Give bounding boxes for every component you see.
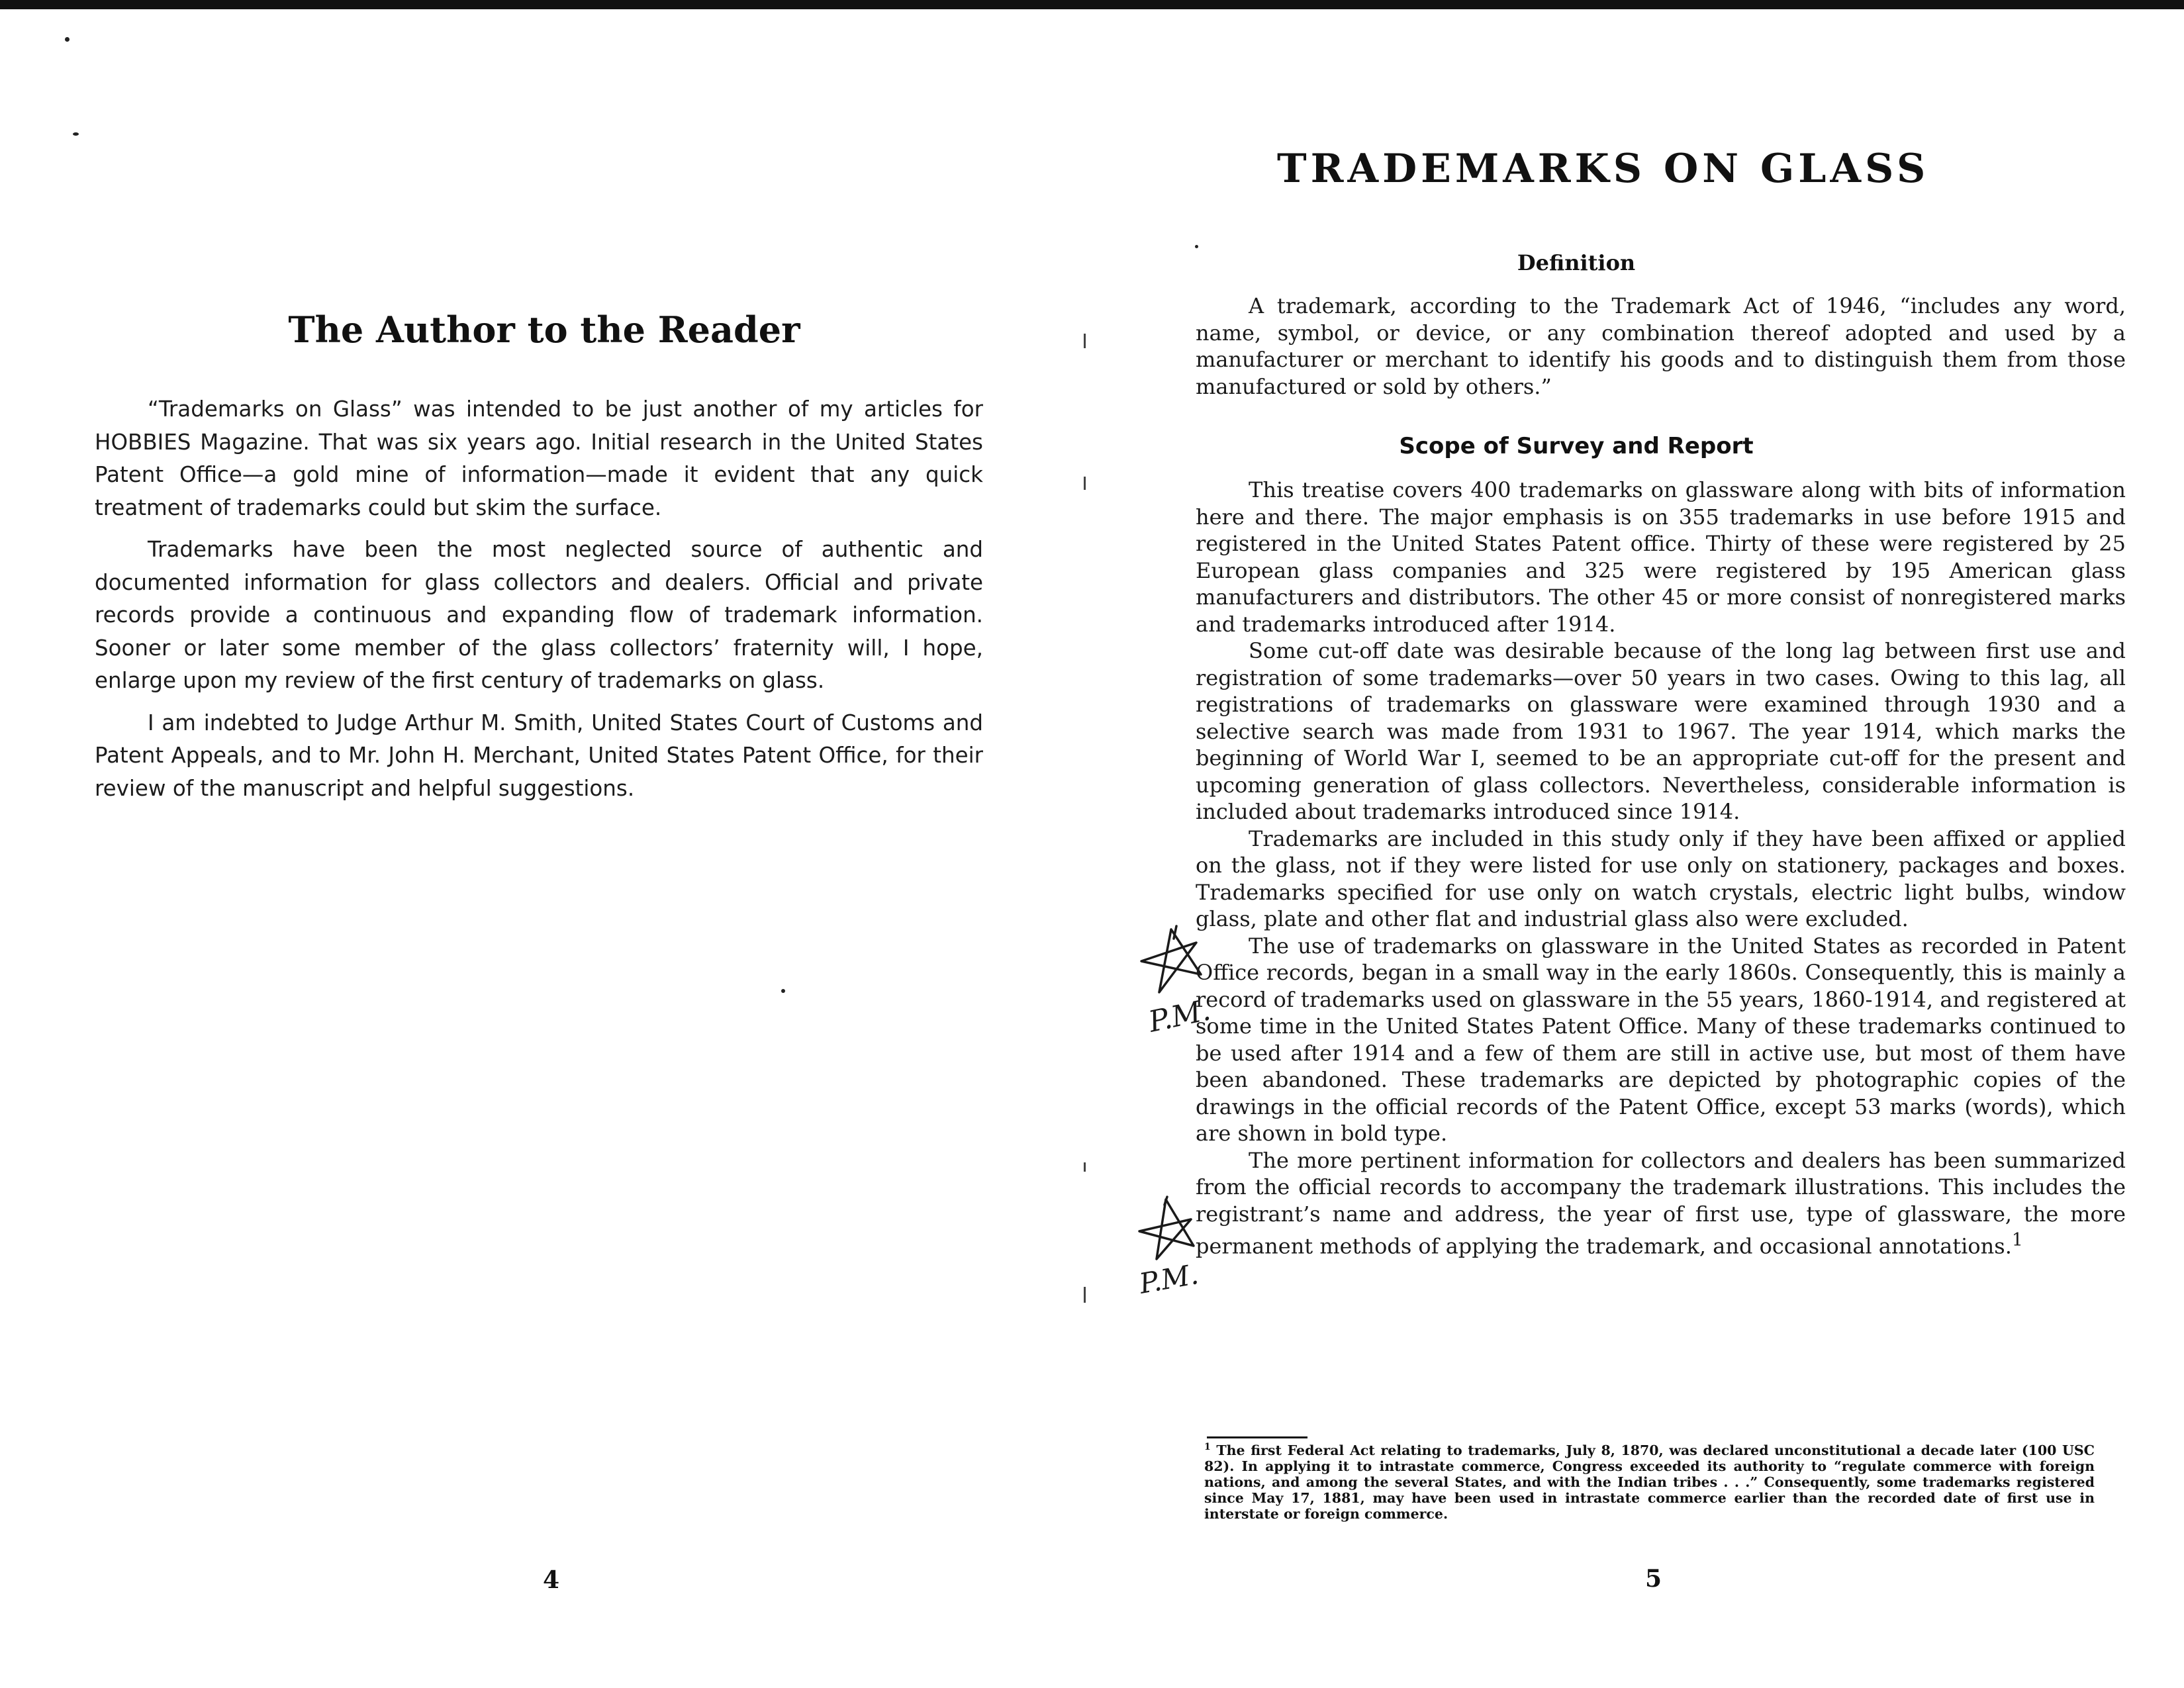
- footnote: [1204, 1439, 2095, 1522]
- scope-paragraph: Trademarks are included in this study only if they have been affixed or applied on the glass, not if they were listed for use only on stationery, packages and boxes. Trademarks specified for use only on watch crystals, electric light bulbs, window glass, plate and other flat and industrial glass also were excluded.: [1196, 825, 2126, 931]
- star-icon: [1139, 1197, 1194, 1259]
- right-page: [1092, 9, 2184, 1688]
- handwritten-initials: P.M.: [1145, 993, 1213, 1039]
- preface-paragraph: I am indebted to Judge Arthur M. Smith, United States Court of Customs and Patent Appeals, and to Mr. John H. Merchant, United States Patent Office, for their review of the manuscript and helpful suggestions.: [95, 710, 983, 801]
- scope-body: [1196, 477, 2126, 1260]
- handwritten-initials: P.M.: [1137, 1258, 1201, 1300]
- gutter-mark: [1084, 1162, 1086, 1172]
- page-number: 5: [1645, 1565, 1662, 1593]
- page-title: The Author to the Reader: [288, 308, 800, 351]
- scan-speck: [781, 989, 785, 993]
- scan-speck: [73, 132, 79, 136]
- star-icon: [1141, 926, 1201, 992]
- scope-paragraph-text: The more pertinent information for collectors and dealers has been summarized from the official records to accompany the trademark illustrations. This includes the registrant’s name and address, the year of first use, type of glassware, the more permanent methods of applying the trademark, and occasional annotations.: [1196, 1147, 2126, 1259]
- footnote-marker: 1: [1204, 1442, 1211, 1452]
- footnote-reference: 1: [2011, 1230, 2023, 1250]
- footnote-text: The first Federal Act relating to trademarks, July 8, 1870, was declared unconstitutional a decade later (100 USC 82). In applying it to intrastate commerce, Congress exceeded its authority to “regulate commerce with foreign nations, and among the several States, and with the Indian tribes . . .” Consequently, some trademarks registered since May 17, 1881, may have been used in intrastate commerce earlier than the recorded date of first use in interstate or foreign commerce.: [1204, 1442, 2095, 1522]
- definition-body: [1196, 293, 2126, 400]
- footnote-rule: [1207, 1436, 1307, 1438]
- gutter-mark: [1084, 1287, 1086, 1303]
- definition-heading: Definition: [1517, 250, 1636, 275]
- chapter-title: TRADEMARKS ON GLASS: [1277, 146, 1930, 192]
- scope-paragraph: [1196, 1147, 2126, 1260]
- scope-paragraph: The use of trademarks on glassware in the United States as recorded in Patent Office records, began in a small way in the early 1860s. Consequently, this is mainly a record of trademarks used on glassware in the 55 years, 1860-1914, and registered at some time in the United States Patent Office. Many of these trademarks continued to be used after 1914 and a few of them are still in active use, but most of them have been abandoned. These trademarks are depicted by photographic copies of the drawings in the official records of the Patent Office, except 53 marks (words), which are shown in bold type.: [1196, 933, 2126, 1146]
- gutter-mark: [1084, 477, 1086, 490]
- scan-speck: [1195, 245, 1198, 248]
- definition-paragraph: A trademark, according to the Trademark Act of 1946, “includes any word, name, symbol, or device, or any combination thereof adopted and used by a manufacturer or merchant to identify his goods and to distinguish them from those manufactured or sold by others.”: [1196, 293, 2126, 399]
- left-page: [0, 9, 1092, 1688]
- scope-paragraph: Some cut-off date was desirable because of the long lag between first use and registration of some trademarks—over 50 years in two cases. Owing to this lag, all registrations of trademarks on glassware were examined through 1930 and a selective search was made from 1931 to 1967. The year 1914, which marks the beginning of World War I, seemed to be an appropriate cut-off for the present and upcoming generation of glass collectors. Nevertheless, considerable information is included about trademarks introduced since 1914.: [1196, 638, 2126, 824]
- handwritten-star-annotation: [1125, 1194, 1237, 1313]
- scope-paragraph: This treatise covers 400 trademarks on glassware along with bits of information here and there. The major emphasis is on 355 trademarks in use before 1915 and registered in the United States Patent office. Thirty of these were registered by 25 European glass companies and 325 were registered by 195 American glass manufacturers and distributors. The other 45 or more consist of nonregistered marks and trademarks introduced after 1914.: [1196, 477, 2126, 637]
- preface-body: [95, 393, 983, 814]
- scope-heading: Scope of Survey and Report: [1399, 433, 1754, 459]
- preface-paragraph: Trademarks have been the most neglected source of authentic and documented information for glass collectors and dealers. Official and private records provide a continuous and expanding flow of trademark information. Sooner or later some member of the glass collectors’ fraternity will, I hope, enlarge upon my review of the first century of trademarks on glass.: [95, 537, 983, 693]
- scan-speck: [65, 37, 70, 42]
- page-number: 4: [543, 1566, 560, 1594]
- scan-top-border: [0, 0, 2184, 9]
- preface-paragraph: “Trademarks on Glass” was intended to be just another of my articles for HOBBIES Magazine. That was six years ago. Initial research in the United States Patent Office—a gold mine of information—made it evident that any quick treatment of trademarks could but skim the surface.: [95, 397, 983, 520]
- gutter-mark: [1084, 334, 1086, 348]
- handwritten-star-annotation: [1118, 923, 1231, 1055]
